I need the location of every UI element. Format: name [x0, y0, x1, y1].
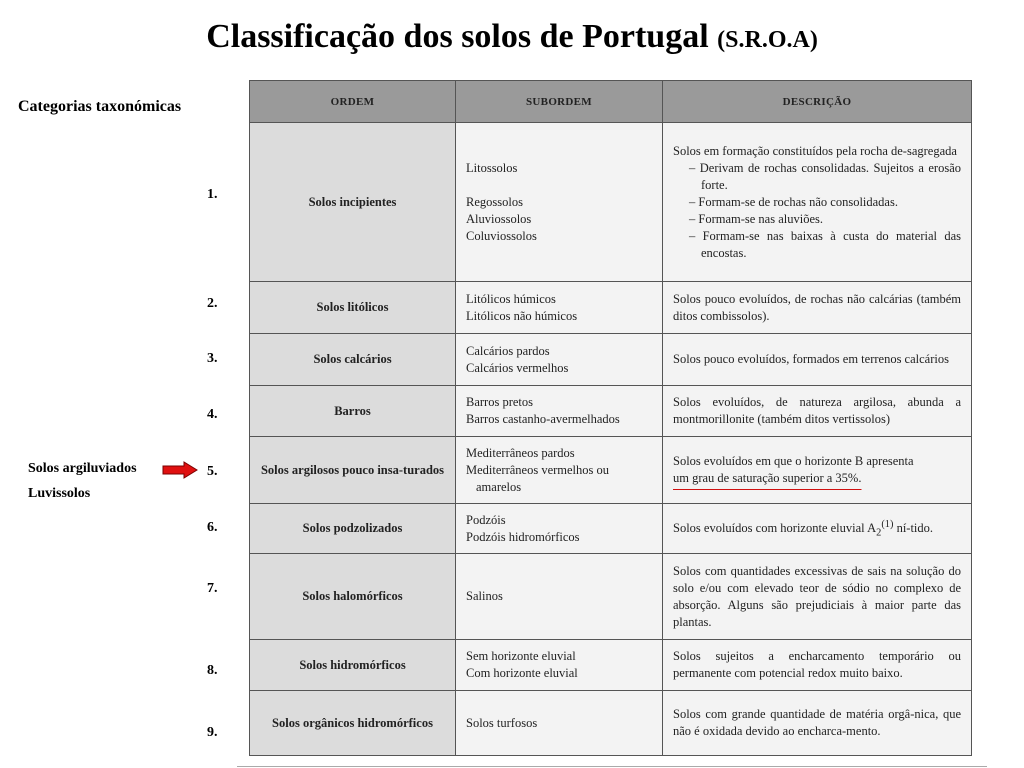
subordem-item: Coluviossolos — [466, 228, 537, 243]
header-descricao: DESCRIÇÃO — [663, 81, 972, 123]
description-cell: Solos com quantidades excessivas de sais na solução do solo e/ou com elevado teor de sódio no complexo de absorção. Alguns são prejudiciais à maior parte das plantas. — [663, 554, 972, 640]
description-list-item: – Formam-se nas aluviões. — [689, 211, 824, 226]
subordem-item: Barros castanho-avermelhados — [466, 412, 620, 426]
subordem-cell — [456, 334, 663, 386]
subordem-cell — [456, 691, 663, 756]
soil-classification-table-container — [249, 80, 971, 756]
table-header-row — [250, 81, 972, 123]
table-row — [250, 123, 972, 282]
description-cell: Solos pouco evoluídos, de rochas não calcárias (também ditos combissolos). — [663, 282, 972, 334]
subordem-item: Litólicos não húmicos — [466, 308, 578, 323]
row-number: 8. — [207, 663, 218, 678]
ordem-cell: Solos litólicos — [250, 282, 456, 334]
table-row — [250, 334, 972, 386]
description-list-item: – Derivam de rochas consolidadas. Sujeitos a erosão forte. — [689, 160, 961, 192]
bottom-rule — [237, 766, 987, 767]
ordem-cell: Solos hidromórficos — [250, 640, 456, 691]
description-cell — [663, 504, 972, 554]
subordem-item: amarelos — [476, 479, 522, 494]
row-number: 2. — [207, 296, 218, 311]
description-cell: Solos sujeitos a encharcamento temporário ou permanente com potencial redox muito baixo. — [663, 640, 972, 691]
description-list-item: – Formam-se nas baixas à custa do material das encostas. — [689, 228, 961, 260]
row-number: 6. — [207, 520, 218, 535]
table-row — [250, 640, 972, 691]
subordem-cell — [456, 437, 663, 504]
table-row — [250, 691, 972, 756]
description-list — [673, 160, 961, 262]
subordem-cell — [456, 554, 663, 640]
subordem-item: Com horizonte eluvial — [466, 666, 578, 680]
description-underlined-line: um grau de saturação superior a 35%. — [673, 471, 862, 485]
description-cell: Solos pouco evoluídos, formados em terrenos calcários — [663, 334, 972, 386]
row-number: 5. — [207, 464, 218, 479]
ordem-cell: Solos orgânicos hidromórficos — [250, 691, 456, 756]
ordem-cell: Solos halomórficos — [250, 554, 456, 640]
row-number: 3. — [207, 351, 218, 366]
subordem-item: Calcários vermelhos — [466, 360, 569, 375]
table-row — [250, 282, 972, 334]
description-cell — [663, 437, 972, 504]
ordem-cell: Solos incipientes — [250, 123, 456, 282]
description-superscript: (1) — [881, 518, 894, 530]
subordem-item: Barros pretos — [466, 395, 533, 409]
header-ordem: ORDEM — [250, 81, 456, 123]
subordem-item: Mediterrâneos pardos — [466, 445, 575, 460]
subordem-cell — [456, 504, 663, 554]
subordem-item: Podzóis — [466, 512, 506, 527]
description-text: Solos evoluídos com horizonte eluvial A — [673, 520, 877, 535]
row-number: 1. — [207, 187, 218, 202]
subordem-item: Solos turfosos — [466, 715, 538, 730]
subordem-cell — [456, 640, 663, 691]
table-row — [250, 554, 972, 640]
title-abbreviation: (S.R.O.A) — [717, 27, 818, 53]
row-number: 7. — [207, 581, 218, 596]
description-subscript: 2 — [876, 527, 882, 539]
row-number: 4. — [207, 407, 218, 422]
subordem-item: Podzóis hidromórficos — [466, 529, 580, 544]
subordem-cell — [456, 123, 663, 282]
ordem-cell: Solos podzolizados — [250, 504, 456, 554]
subordem-item: Calcários pardos — [466, 343, 550, 358]
row-number: 9. — [207, 725, 218, 740]
ordem-cell: Solos calcários — [250, 334, 456, 386]
description-line: Solos evoluídos em que o horizonte B apresenta — [673, 454, 914, 468]
title-main: Classificação dos solos de Portugal — [206, 18, 709, 55]
table-row — [250, 386, 972, 437]
description-list-item: – Formam-se de rochas não consolidadas. — [689, 194, 898, 209]
subordem-item: Mediterrâneos vermelhos ou — [466, 462, 610, 477]
soil-classification-table — [249, 80, 972, 756]
description-cell: Solos com grande quantidade de matéria orgâ-nica, que não é oxidada devido ao encharca-mento. — [663, 691, 972, 756]
subordem-cell — [456, 282, 663, 334]
subordem-item: Litossolos — [466, 160, 518, 175]
subordem-item: Litólicos húmicos — [466, 291, 556, 306]
ordem-cell: Barros — [250, 386, 456, 437]
description-cell: Solos evoluídos, de natureza argilosa, abunda a montmorillonite (também ditos vertissolos) — [663, 386, 972, 437]
taxonomic-categories-heading: Categorias taxonómicas — [18, 98, 182, 115]
subordem-item: Salinos — [466, 589, 503, 603]
right-arrow-icon — [162, 461, 198, 479]
table-row — [250, 437, 972, 504]
subordem-item: Regossolos — [466, 194, 523, 209]
description-intro: Solos em formação constituídos pela rocha de-sagregada — [673, 143, 957, 158]
header-subordem: SUBORDEM — [456, 81, 663, 123]
description-cell — [663, 123, 972, 282]
subordem-item: Aluviossolos — [466, 211, 532, 226]
annotation-solos-argiluviados: Solos argiluviados — [28, 461, 137, 476]
subordem-item: Sem horizonte eluvial — [466, 649, 576, 663]
ordem-cell: Solos argilosos pouco insa-turados — [250, 437, 456, 504]
annotation-luvissolos: Luvissolos — [28, 486, 91, 501]
page-title — [0, 18, 1024, 56]
subordem-cell — [456, 386, 663, 437]
table-row — [250, 504, 972, 554]
description-text: ní-tido. — [893, 520, 934, 535]
